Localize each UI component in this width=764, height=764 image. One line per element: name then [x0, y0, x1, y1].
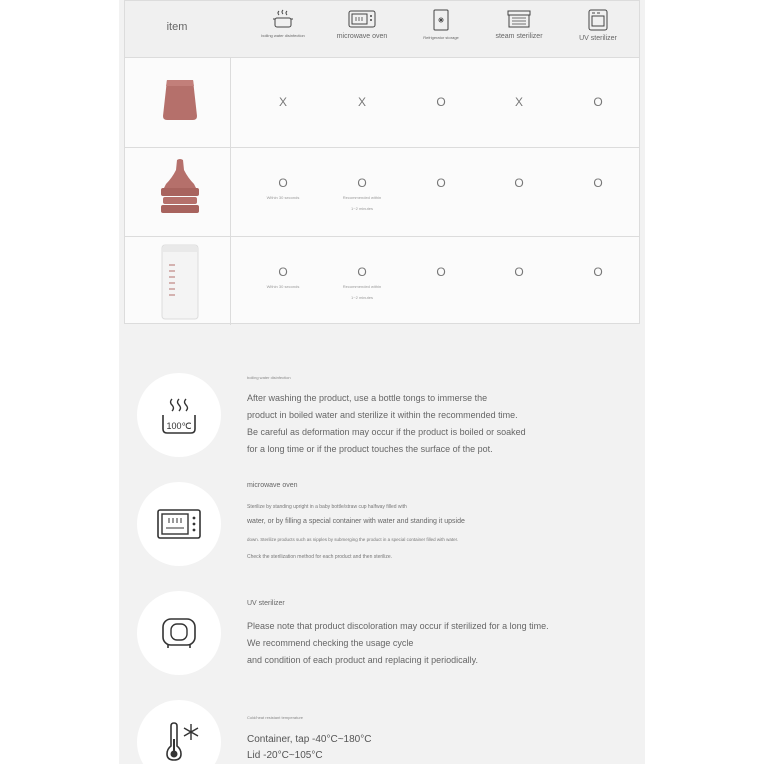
cap-uv-cell: [558, 95, 638, 109]
nipple-boiling-mark: O: [278, 176, 288, 190]
cap-boiling-mark: X: [278, 95, 287, 109]
sterilization-table: [124, 0, 640, 324]
nipple-microwave-mark: O: [357, 176, 367, 190]
temperature-icon-circle: [137, 700, 221, 764]
nipple-steam-cell: [479, 176, 559, 190]
uv-sterilizer-column-label: UV sterilizer: [579, 35, 617, 42]
boiling-method-icon-circle: [137, 373, 221, 457]
microwave-line-3: down. Sterilize products such as nipples by submerging the product in a special container filled with water.: [247, 537, 459, 542]
steam-sterilizer-column-header: [479, 9, 559, 40]
nipple-boiling-note: Within 30 seconds: [266, 195, 300, 200]
microwave-method-icon-circle: [137, 482, 221, 566]
nipple-steam-mark: O: [514, 176, 524, 190]
bottle-refrigerator-cell: [401, 265, 481, 279]
refrigerator-column-header: [401, 9, 481, 40]
temperature-line-1: Container, tap -40°C~180°C: [247, 734, 372, 745]
nipple-cell: [125, 148, 231, 236]
boiling-method-title: boiling water disinfection: [247, 375, 291, 380]
uv-line-1: Please note that product discoloration may occur if sterilized for a long time.: [247, 621, 549, 631]
bottle-uv-cell: [558, 265, 638, 279]
boiling-column-header: [243, 9, 323, 38]
bottle-uv-mark: O: [593, 265, 603, 279]
uv-sterilizer-icon: [587, 9, 609, 31]
uv-line-3: and condition of each product and replacing it periodically.: [247, 655, 478, 665]
cap-uv-mark: O: [593, 95, 603, 109]
refrigerator-column-label: Refrigerator storage: [423, 35, 459, 40]
bottle-microwave-cell: [322, 265, 402, 300]
nipple-microwave-cell: [322, 176, 402, 211]
boiling-line-1: After washing the product, use a bottle tongs to immerse the: [247, 393, 488, 403]
thermometer-snowflake-icon: [157, 720, 201, 764]
nipple-image: [153, 158, 207, 224]
boiling-temp-text: 100℃: [166, 421, 192, 431]
bottle-microwave-note: Recommended within: [342, 284, 382, 289]
table-row-cap: [125, 58, 639, 148]
uv-sterilizer-column-header: [558, 9, 638, 42]
nipple-uv-cell: [558, 176, 638, 190]
temperature-title: Cold/heat resistant temperature: [247, 715, 304, 720]
bottle-boiling-cell: [243, 265, 323, 289]
product-info-page: [119, 0, 645, 764]
item-column-header: item: [166, 21, 188, 33]
bottle-refrigerator-mark: O: [436, 265, 446, 279]
microwave-line-4: Check the sterilization method for each product and then sterilize.: [247, 554, 393, 560]
boiling-pot-icon: [157, 393, 201, 437]
cap-microwave-mark: X: [357, 95, 366, 109]
cap-refrigerator-mark: O: [436, 95, 446, 109]
microwave-icon: [348, 9, 376, 29]
bottle-microwave-note-2: 1~2 minutes: [351, 295, 373, 300]
cap-refrigerator-cell: [401, 95, 481, 109]
microwave-column-label: microwave oven: [336, 33, 388, 40]
boiling-pot-icon: [272, 9, 294, 29]
nipple-microwave-note-2: 1~2 minutes: [351, 206, 373, 211]
cap-image: [155, 72, 205, 132]
nipple-uv-mark: O: [593, 176, 603, 190]
bottle-cell: [125, 237, 231, 325]
bottle-image: [155, 243, 205, 321]
cap-steam-mark: X: [514, 95, 523, 109]
uv-sterilizer-icon: [157, 611, 201, 655]
cap-boiling-cell: [243, 95, 323, 109]
table-header: [125, 1, 639, 58]
bottle-boiling-mark: O: [278, 265, 288, 279]
microwave-icon: [157, 502, 201, 546]
microwave-line-1: Sterilize by standing upright in a baby bottle/straw cup halfway filled with: [247, 504, 407, 510]
boiling-column-label: boiling water disinfection: [261, 33, 305, 38]
table-row-bottle: [125, 237, 639, 325]
uv-method-title: UV sterilizer: [247, 600, 285, 607]
nipple-refrigerator-cell: [401, 176, 481, 190]
bottle-microwave-mark: O: [357, 265, 367, 279]
boiling-line-4: for a long time or if the product touches the surface of the pot.: [247, 444, 493, 454]
nipple-refrigerator-mark: O: [436, 176, 446, 190]
boiling-line-2: product in boiled water and sterilize it within the recommended time.: [247, 410, 518, 420]
cap-steam-cell: [479, 95, 559, 109]
cap-microwave-cell: [322, 95, 402, 109]
steam-sterilizer-icon: [506, 9, 532, 29]
bottle-boiling-note: Within 30 seconds: [266, 284, 300, 289]
nipple-microwave-note: Recommended within: [342, 195, 382, 200]
microwave-line-2: water, or by filling a special container with water and standing it upside: [247, 518, 465, 525]
uv-line-2: We recommend checking the usage cycle: [247, 638, 414, 648]
microwave-column-header: [322, 9, 402, 40]
bottle-steam-cell: [479, 265, 559, 279]
bottle-steam-mark: O: [514, 265, 524, 279]
temperature-line-2: Lid -20°C~105°C: [247, 750, 323, 761]
table-row-nipple: [125, 148, 639, 237]
cap-cell: [125, 58, 231, 147]
boiling-line-3: Be careful as deformation may occur if the product is boiled or soaked: [247, 427, 526, 437]
microwave-method-title: microwave oven: [247, 482, 298, 489]
steam-sterilizer-column-label: steam sterilizer: [495, 33, 543, 40]
nipple-boiling-cell: [243, 176, 323, 200]
refrigerator-icon: [432, 9, 450, 31]
uv-method-icon-circle: [137, 591, 221, 675]
